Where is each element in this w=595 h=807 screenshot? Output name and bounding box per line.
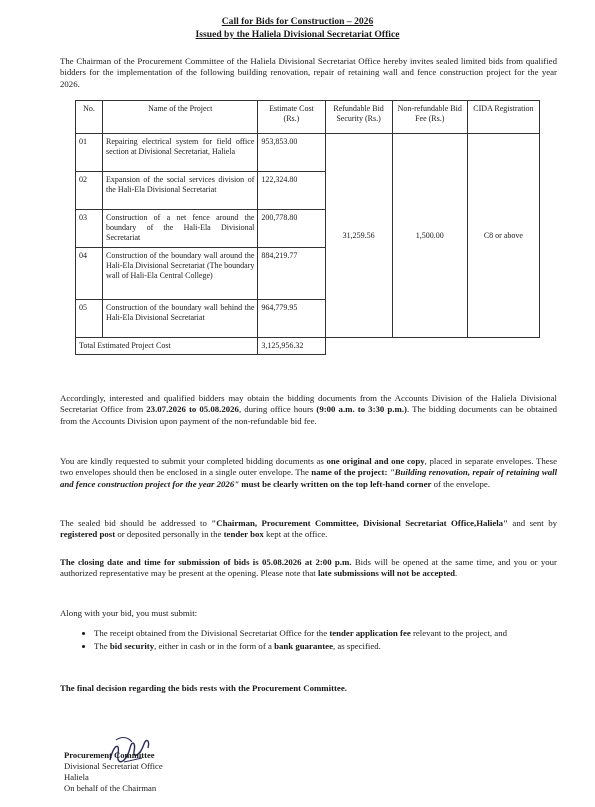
shared-cida-registration: C8 or above bbox=[467, 134, 539, 338]
shared-bid-security: 31,259.56 bbox=[325, 134, 392, 338]
projects-table bbox=[75, 100, 540, 355]
obtain-documents-paragraph bbox=[60, 393, 557, 427]
requirements-list bbox=[76, 628, 564, 655]
document-title: Call for Bids for Construction – 2026 bbox=[221, 16, 374, 27]
row-estimate-cost: 200,778.80 bbox=[258, 210, 325, 248]
signatory-committee: Procurement Committee bbox=[64, 750, 155, 760]
header-estimate-cost: Estimate Cost (Rs.) bbox=[258, 101, 325, 134]
total-row bbox=[76, 338, 540, 355]
table-row bbox=[76, 134, 540, 172]
copies-requirement: one original and one copy bbox=[326, 456, 425, 466]
requirements-intro: Along with your bid, you must submit: bbox=[60, 608, 198, 618]
para3-text-a: You are kindly requested to submit your completed bidding documents as bbox=[60, 456, 327, 466]
row-project-name: Repairing electrical system for field office section at Divisional Secretariat, Haliela bbox=[103, 134, 258, 172]
total-label: Total Estimated Project Cost bbox=[76, 338, 258, 355]
header-cida-registration: CIDA Registration bbox=[467, 101, 539, 134]
para4-text-a: The sealed bid should be addressed to bbox=[60, 518, 212, 528]
list-item: • The receipt obtained from the Divisional Secretariat Office for the tender application fee relevant to the project, and bbox=[94, 628, 564, 639]
header-bid-security: Refundable Bid Security (Rs.) bbox=[325, 101, 392, 134]
row-project-name: Construction of the boundary wall behind the Hali-Ela Divisional Secretariat bbox=[103, 300, 258, 338]
signatory-location: Haliela bbox=[64, 772, 89, 782]
row-estimate-cost: 884,219.77 bbox=[258, 248, 325, 300]
para4-text-b: and sent by bbox=[507, 518, 557, 528]
para3-text-c: of the envelope. bbox=[431, 478, 491, 489]
row-no: 02 bbox=[76, 172, 103, 210]
header-project-name: Name of the Project bbox=[103, 101, 258, 134]
intro-paragraph: The Chairman of the Procurement Committee of the Haliela Divisional Secretariat Office hereby invites sealed limited bids from qualified bidders for the implementation of the following building renovation, repair of retaining wall and fence construction project for the year 2026. bbox=[60, 56, 557, 89]
para3-text-b: , placed in separate envelopes. These two envelopes should then be enclosed in a single outer envelope. The bbox=[60, 456, 558, 478]
project-name-label: name of the project: bbox=[311, 467, 388, 478]
row-no: 05 bbox=[76, 300, 103, 338]
para2-text-c: . The bidding documents can be obtained from the Accounts Division upon payment of the non-refundable bid fee. bbox=[60, 404, 557, 426]
row-project-name: Construction of a net fence around the boundary of the Hali-Ela Divisional Secretariat bbox=[103, 210, 258, 248]
project-name-quote: "Building renovation, repair of retaining wall and fence construction project for the year 2026" bbox=[60, 467, 558, 489]
final-decision: The final decision regarding the bids rests with the Procurement Committee. bbox=[60, 683, 347, 693]
row-estimate-cost: 122,324.80 bbox=[258, 172, 325, 210]
registered-post: registered post bbox=[60, 529, 116, 540]
office-hours: (9:00 a.m. to 3:30 p.m.) bbox=[316, 404, 407, 415]
table-header-row bbox=[76, 101, 540, 134]
address-paragraph bbox=[60, 518, 557, 541]
bid-address: "Chairman, Procurement Committee, Divisional Secretariat Office,Haliela" bbox=[211, 518, 508, 528]
para4-text-c: or deposited personally in the bbox=[115, 529, 224, 540]
bank-guarantee: bank guarantee bbox=[274, 641, 333, 652]
tender-fee: tender application fee bbox=[329, 628, 411, 638]
total-blank bbox=[325, 338, 539, 355]
para5-text-a: Bids will be opened at the same time, and you or your authorized representative may be present at the opening. Please note that bbox=[60, 557, 557, 579]
tender-box: tender box bbox=[223, 529, 264, 540]
para4-text-d: kept at the office. bbox=[263, 529, 328, 540]
signatory-on-behalf: On behalf of the Chairman bbox=[64, 783, 157, 793]
closing-date: The closing date and time for submission of bids is 05.08.2026 at 2:00 p.m. bbox=[60, 557, 352, 567]
total-value: 3,125,956.32 bbox=[258, 338, 325, 355]
row-estimate-cost: 964,779.95 bbox=[258, 300, 325, 338]
closing-paragraph bbox=[60, 557, 557, 580]
signature-block bbox=[64, 750, 163, 794]
row-no: 04 bbox=[76, 248, 103, 300]
row-project-name: Expansion of the social services division of the Hali-Ela Divisional Secretariat bbox=[103, 172, 258, 210]
late-submission-notice: late submissions will not be accepted bbox=[317, 568, 456, 579]
header-no: No. bbox=[76, 101, 103, 134]
signatory-office: Divisional Secretariat Office bbox=[64, 761, 163, 771]
bid-security: bid security bbox=[109, 641, 155, 652]
para2-text-b: , during office hours bbox=[238, 404, 317, 415]
shared-bid-fee: 1,500.00 bbox=[392, 134, 467, 338]
submission-paragraph bbox=[60, 456, 557, 490]
para5-text-b: . bbox=[455, 568, 458, 579]
row-project-name: Construction of the boundary wall around the Hali-Ela Divisional Secretariat (The boundary wall of Hali-Ela Central College) bbox=[103, 248, 258, 300]
row-no: 01 bbox=[76, 134, 103, 172]
envelope-instruction: must be clearly written on the top left-hand corner bbox=[239, 478, 432, 489]
header-bid-fee: Non-refundable Bid Fee (Rs.) bbox=[392, 101, 467, 134]
document-subtitle: Issued by the Haliela Divisional Secretariat Office bbox=[195, 29, 400, 40]
list-item: • The bid security, either in cash or in the form of a bank guarantee, as specified. bbox=[94, 641, 564, 652]
document-dates: 23.07.2026 to 05.08.2026 bbox=[146, 404, 239, 415]
para2-text-a: Accordingly, interested and qualified bidders may obtain the bidding documents from the Accounts Division of the Haliela Divisional Secretariat Office from bbox=[60, 393, 557, 415]
row-estimate-cost: 953,853.00 bbox=[258, 134, 325, 172]
row-no: 03 bbox=[76, 210, 103, 248]
